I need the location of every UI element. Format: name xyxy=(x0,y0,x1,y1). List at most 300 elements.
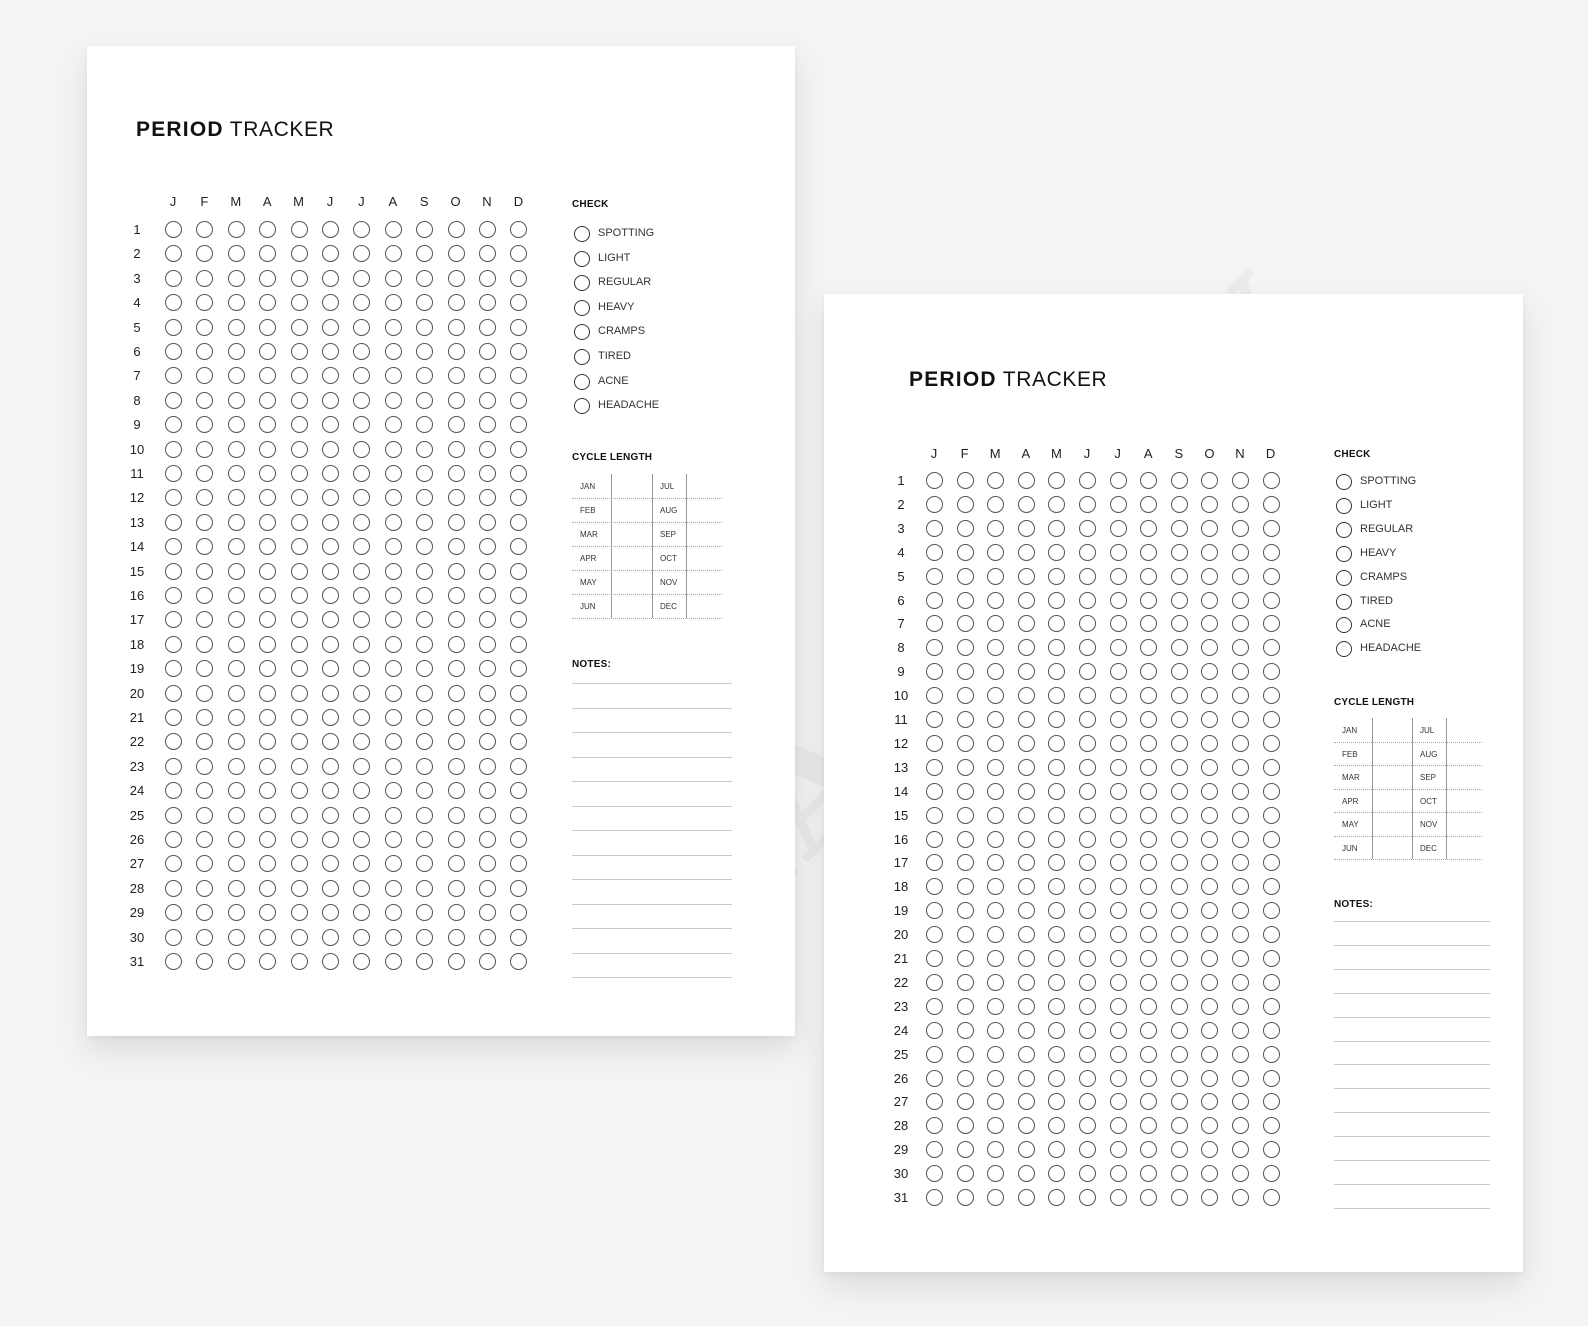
day-checkbox[interactable] xyxy=(448,538,465,555)
day-checkbox[interactable] xyxy=(196,441,213,458)
day-checkbox[interactable] xyxy=(1140,831,1157,848)
day-checkbox[interactable] xyxy=(957,1022,974,1039)
cycle-length-input[interactable] xyxy=(1447,789,1481,813)
day-checkbox[interactable] xyxy=(926,615,943,632)
day-checkbox[interactable] xyxy=(196,855,213,872)
symptom-checkbox[interactable] xyxy=(574,300,590,316)
day-checkbox[interactable] xyxy=(926,878,943,895)
day-checkbox[interactable] xyxy=(259,660,276,677)
day-checkbox[interactable] xyxy=(353,855,370,872)
day-checkbox[interactable] xyxy=(1171,1046,1188,1063)
notes-line[interactable] xyxy=(572,928,732,929)
day-checkbox[interactable] xyxy=(1018,711,1035,728)
day-checkbox[interactable] xyxy=(479,611,496,628)
day-checkbox[interactable] xyxy=(259,733,276,750)
day-checkbox[interactable] xyxy=(926,854,943,871)
day-checkbox[interactable] xyxy=(957,663,974,680)
day-checkbox[interactable] xyxy=(291,855,308,872)
day-checkbox[interactable] xyxy=(353,758,370,775)
day-checkbox[interactable] xyxy=(322,563,339,580)
day-checkbox[interactable] xyxy=(987,615,1004,632)
day-checkbox[interactable] xyxy=(987,735,1004,752)
day-checkbox[interactable] xyxy=(448,367,465,384)
day-checkbox[interactable] xyxy=(1140,1141,1157,1158)
day-checkbox[interactable] xyxy=(1263,950,1280,967)
day-checkbox[interactable] xyxy=(479,270,496,287)
day-checkbox[interactable] xyxy=(416,855,433,872)
day-checkbox[interactable] xyxy=(926,520,943,537)
day-checkbox[interactable] xyxy=(322,489,339,506)
day-checkbox[interactable] xyxy=(1232,1022,1249,1039)
day-checkbox[interactable] xyxy=(291,563,308,580)
day-checkbox[interactable] xyxy=(291,441,308,458)
day-checkbox[interactable] xyxy=(1110,926,1127,943)
day-checkbox[interactable] xyxy=(228,392,245,409)
day-checkbox[interactable] xyxy=(1171,878,1188,895)
day-checkbox[interactable] xyxy=(1048,878,1065,895)
day-checkbox[interactable] xyxy=(322,587,339,604)
day-checkbox[interactable] xyxy=(957,520,974,537)
day-checkbox[interactable] xyxy=(353,636,370,653)
day-checkbox[interactable] xyxy=(165,587,182,604)
cycle-length-input[interactable] xyxy=(687,570,721,594)
day-checkbox[interactable] xyxy=(1171,711,1188,728)
day-checkbox[interactable] xyxy=(196,709,213,726)
day-checkbox[interactable] xyxy=(353,538,370,555)
day-checkbox[interactable] xyxy=(1232,878,1249,895)
day-checkbox[interactable] xyxy=(1048,1070,1065,1087)
day-checkbox[interactable] xyxy=(322,367,339,384)
day-checkbox[interactable] xyxy=(291,758,308,775)
day-checkbox[interactable] xyxy=(1048,950,1065,967)
day-checkbox[interactable] xyxy=(353,270,370,287)
day-checkbox[interactable] xyxy=(1171,615,1188,632)
day-checkbox[interactable] xyxy=(385,929,402,946)
day-checkbox[interactable] xyxy=(1110,687,1127,704)
day-checkbox[interactable] xyxy=(1018,878,1035,895)
day-checkbox[interactable] xyxy=(510,538,527,555)
day-checkbox[interactable] xyxy=(987,950,1004,967)
day-checkbox[interactable] xyxy=(322,392,339,409)
cycle-length-input[interactable] xyxy=(612,522,651,546)
day-checkbox[interactable] xyxy=(987,544,1004,561)
day-checkbox[interactable] xyxy=(322,538,339,555)
day-checkbox[interactable] xyxy=(322,343,339,360)
day-checkbox[interactable] xyxy=(353,880,370,897)
day-checkbox[interactable] xyxy=(1079,1141,1096,1158)
day-checkbox[interactable] xyxy=(228,221,245,238)
cycle-length-input[interactable] xyxy=(687,498,721,522)
day-checkbox[interactable] xyxy=(291,831,308,848)
day-checkbox[interactable] xyxy=(228,880,245,897)
day-checkbox[interactable] xyxy=(1018,615,1035,632)
day-checkbox[interactable] xyxy=(353,660,370,677)
day-checkbox[interactable] xyxy=(228,782,245,799)
notes-line[interactable] xyxy=(572,879,732,880)
day-checkbox[interactable] xyxy=(259,441,276,458)
day-checkbox[interactable] xyxy=(1079,1070,1096,1087)
day-checkbox[interactable] xyxy=(165,880,182,897)
symptom-checkbox[interactable] xyxy=(574,349,590,365)
day-checkbox[interactable] xyxy=(987,783,1004,800)
day-checkbox[interactable] xyxy=(1201,926,1218,943)
day-checkbox[interactable] xyxy=(322,855,339,872)
day-checkbox[interactable] xyxy=(259,343,276,360)
day-checkbox[interactable] xyxy=(416,880,433,897)
day-checkbox[interactable] xyxy=(1048,1093,1065,1110)
day-checkbox[interactable] xyxy=(228,270,245,287)
notes-line[interactable] xyxy=(572,732,732,733)
cycle-length-input[interactable] xyxy=(612,474,651,498)
notes-line[interactable] xyxy=(572,830,732,831)
day-checkbox[interactable] xyxy=(1263,974,1280,991)
notes-line[interactable] xyxy=(1334,969,1490,970)
day-checkbox[interactable] xyxy=(1201,544,1218,561)
day-checkbox[interactable] xyxy=(1048,1189,1065,1206)
day-checkbox[interactable] xyxy=(926,592,943,609)
day-checkbox[interactable] xyxy=(1018,902,1035,919)
day-checkbox[interactable] xyxy=(1171,783,1188,800)
day-checkbox[interactable] xyxy=(228,660,245,677)
day-checkbox[interactable] xyxy=(1110,663,1127,680)
day-checkbox[interactable] xyxy=(196,343,213,360)
cycle-length-input[interactable] xyxy=(1373,765,1411,789)
day-checkbox[interactable] xyxy=(1140,998,1157,1015)
day-checkbox[interactable] xyxy=(1140,807,1157,824)
day-checkbox[interactable] xyxy=(165,904,182,921)
day-checkbox[interactable] xyxy=(228,538,245,555)
day-checkbox[interactable] xyxy=(448,319,465,336)
day-checkbox[interactable] xyxy=(353,831,370,848)
day-checkbox[interactable] xyxy=(1232,926,1249,943)
day-checkbox[interactable] xyxy=(1140,950,1157,967)
day-checkbox[interactable] xyxy=(1048,974,1065,991)
day-checkbox[interactable] xyxy=(1140,759,1157,776)
day-checkbox[interactable] xyxy=(987,1022,1004,1039)
day-checkbox[interactable] xyxy=(926,783,943,800)
day-checkbox[interactable] xyxy=(448,245,465,262)
day-checkbox[interactable] xyxy=(259,392,276,409)
day-checkbox[interactable] xyxy=(385,465,402,482)
day-checkbox[interactable] xyxy=(1018,998,1035,1015)
day-checkbox[interactable] xyxy=(510,660,527,677)
day-checkbox[interactable] xyxy=(1079,1046,1096,1063)
day-checkbox[interactable] xyxy=(1232,472,1249,489)
day-checkbox[interactable] xyxy=(385,221,402,238)
day-checkbox[interactable] xyxy=(1110,639,1127,656)
day-checkbox[interactable] xyxy=(1232,1093,1249,1110)
day-checkbox[interactable] xyxy=(1263,687,1280,704)
day-checkbox[interactable] xyxy=(1079,663,1096,680)
notes-line[interactable] xyxy=(572,757,732,758)
day-checkbox[interactable] xyxy=(1171,520,1188,537)
day-checkbox[interactable] xyxy=(385,660,402,677)
day-checkbox[interactable] xyxy=(322,416,339,433)
day-checkbox[interactable] xyxy=(1171,1022,1188,1039)
symptom-checkbox[interactable] xyxy=(574,251,590,267)
day-checkbox[interactable] xyxy=(1171,854,1188,871)
day-checkbox[interactable] xyxy=(510,611,527,628)
day-checkbox[interactable] xyxy=(1079,735,1096,752)
day-checkbox[interactable] xyxy=(987,831,1004,848)
day-checkbox[interactable] xyxy=(1110,520,1127,537)
day-checkbox[interactable] xyxy=(259,416,276,433)
day-checkbox[interactable] xyxy=(1263,1093,1280,1110)
day-checkbox[interactable] xyxy=(1079,783,1096,800)
day-checkbox[interactable] xyxy=(291,953,308,970)
day-checkbox[interactable] xyxy=(291,782,308,799)
day-checkbox[interactable] xyxy=(957,1070,974,1087)
day-checkbox[interactable] xyxy=(165,441,182,458)
day-checkbox[interactable] xyxy=(926,950,943,967)
day-checkbox[interactable] xyxy=(1018,1022,1035,1039)
day-checkbox[interactable] xyxy=(1232,974,1249,991)
day-checkbox[interactable] xyxy=(385,904,402,921)
day-checkbox[interactable] xyxy=(385,319,402,336)
day-checkbox[interactable] xyxy=(1201,950,1218,967)
day-checkbox[interactable] xyxy=(291,685,308,702)
day-checkbox[interactable] xyxy=(291,465,308,482)
day-checkbox[interactable] xyxy=(228,855,245,872)
day-checkbox[interactable] xyxy=(353,953,370,970)
day-checkbox[interactable] xyxy=(385,880,402,897)
cycle-length-input[interactable] xyxy=(687,522,721,546)
day-checkbox[interactable] xyxy=(479,587,496,604)
day-checkbox[interactable] xyxy=(322,709,339,726)
day-checkbox[interactable] xyxy=(259,221,276,238)
day-checkbox[interactable] xyxy=(228,563,245,580)
day-checkbox[interactable] xyxy=(259,611,276,628)
day-checkbox[interactable] xyxy=(228,904,245,921)
day-checkbox[interactable] xyxy=(291,904,308,921)
day-checkbox[interactable] xyxy=(448,831,465,848)
day-checkbox[interactable] xyxy=(448,392,465,409)
day-checkbox[interactable] xyxy=(957,950,974,967)
day-checkbox[interactable] xyxy=(1232,615,1249,632)
day-checkbox[interactable] xyxy=(448,880,465,897)
day-checkbox[interactable] xyxy=(1110,568,1127,585)
day-checkbox[interactable] xyxy=(1232,639,1249,656)
day-checkbox[interactable] xyxy=(926,1165,943,1182)
day-checkbox[interactable] xyxy=(353,245,370,262)
day-checkbox[interactable] xyxy=(448,465,465,482)
day-checkbox[interactable] xyxy=(1263,1189,1280,1206)
symptom-checkbox[interactable] xyxy=(1336,594,1352,610)
day-checkbox[interactable] xyxy=(987,520,1004,537)
day-checkbox[interactable] xyxy=(1079,472,1096,489)
cycle-length-input[interactable] xyxy=(1373,789,1411,813)
day-checkbox[interactable] xyxy=(165,563,182,580)
day-checkbox[interactable] xyxy=(259,880,276,897)
day-checkbox[interactable] xyxy=(1263,663,1280,680)
cycle-length-input[interactable] xyxy=(687,546,721,570)
cycle-length-input[interactable] xyxy=(1373,836,1411,860)
day-checkbox[interactable] xyxy=(957,615,974,632)
notes-line[interactable] xyxy=(1334,993,1490,994)
day-checkbox[interactable] xyxy=(987,974,1004,991)
day-checkbox[interactable] xyxy=(1232,1165,1249,1182)
day-checkbox[interactable] xyxy=(322,904,339,921)
day-checkbox[interactable] xyxy=(416,660,433,677)
day-checkbox[interactable] xyxy=(479,953,496,970)
day-checkbox[interactable] xyxy=(1079,807,1096,824)
day-checkbox[interactable] xyxy=(322,953,339,970)
day-checkbox[interactable] xyxy=(259,807,276,824)
day-checkbox[interactable] xyxy=(510,880,527,897)
day-checkbox[interactable] xyxy=(1140,1165,1157,1182)
day-checkbox[interactable] xyxy=(165,245,182,262)
day-checkbox[interactable] xyxy=(1110,1189,1127,1206)
day-checkbox[interactable] xyxy=(196,929,213,946)
day-checkbox[interactable] xyxy=(385,855,402,872)
day-checkbox[interactable] xyxy=(957,998,974,1015)
day-checkbox[interactable] xyxy=(957,1165,974,1182)
day-checkbox[interactable] xyxy=(1018,472,1035,489)
day-checkbox[interactable] xyxy=(987,807,1004,824)
day-checkbox[interactable] xyxy=(957,592,974,609)
day-checkbox[interactable] xyxy=(448,782,465,799)
day-checkbox[interactable] xyxy=(259,294,276,311)
day-checkbox[interactable] xyxy=(926,926,943,943)
notes-line[interactable] xyxy=(572,855,732,856)
day-checkbox[interactable] xyxy=(1263,807,1280,824)
day-checkbox[interactable] xyxy=(448,587,465,604)
day-checkbox[interactable] xyxy=(1110,496,1127,513)
day-checkbox[interactable] xyxy=(1110,854,1127,871)
day-checkbox[interactable] xyxy=(196,319,213,336)
day-checkbox[interactable] xyxy=(1201,1189,1218,1206)
day-checkbox[interactable] xyxy=(479,392,496,409)
day-checkbox[interactable] xyxy=(291,392,308,409)
day-checkbox[interactable] xyxy=(228,929,245,946)
day-checkbox[interactable] xyxy=(165,709,182,726)
day-checkbox[interactable] xyxy=(1263,902,1280,919)
day-checkbox[interactable] xyxy=(479,709,496,726)
day-checkbox[interactable] xyxy=(1263,544,1280,561)
day-checkbox[interactable] xyxy=(1048,1165,1065,1182)
day-checkbox[interactable] xyxy=(448,807,465,824)
day-checkbox[interactable] xyxy=(957,902,974,919)
day-checkbox[interactable] xyxy=(291,245,308,262)
day-checkbox[interactable] xyxy=(196,392,213,409)
day-checkbox[interactable] xyxy=(1140,1189,1157,1206)
day-checkbox[interactable] xyxy=(165,221,182,238)
day-checkbox[interactable] xyxy=(196,953,213,970)
day-checkbox[interactable] xyxy=(479,733,496,750)
day-checkbox[interactable] xyxy=(1048,544,1065,561)
day-checkbox[interactable] xyxy=(1201,831,1218,848)
day-checkbox[interactable] xyxy=(479,319,496,336)
day-checkbox[interactable] xyxy=(165,343,182,360)
day-checkbox[interactable] xyxy=(1140,544,1157,561)
day-checkbox[interactable] xyxy=(196,685,213,702)
day-checkbox[interactable] xyxy=(1140,1022,1157,1039)
day-checkbox[interactable] xyxy=(1048,520,1065,537)
day-checkbox[interactable] xyxy=(1232,807,1249,824)
day-checkbox[interactable] xyxy=(1232,950,1249,967)
day-checkbox[interactable] xyxy=(926,1093,943,1110)
day-checkbox[interactable] xyxy=(416,709,433,726)
day-checkbox[interactable] xyxy=(1201,663,1218,680)
day-checkbox[interactable] xyxy=(322,270,339,287)
day-checkbox[interactable] xyxy=(448,221,465,238)
day-checkbox[interactable] xyxy=(1232,687,1249,704)
day-checkbox[interactable] xyxy=(385,636,402,653)
day-checkbox[interactable] xyxy=(448,636,465,653)
notes-line[interactable] xyxy=(1334,1041,1490,1042)
day-checkbox[interactable] xyxy=(987,854,1004,871)
cycle-length-input[interactable] xyxy=(687,474,721,498)
day-checkbox[interactable] xyxy=(1079,759,1096,776)
day-checkbox[interactable] xyxy=(510,855,527,872)
day-checkbox[interactable] xyxy=(1201,807,1218,824)
day-checkbox[interactable] xyxy=(165,465,182,482)
day-checkbox[interactable] xyxy=(416,270,433,287)
day-checkbox[interactable] xyxy=(291,514,308,531)
day-checkbox[interactable] xyxy=(385,294,402,311)
symptom-checkbox[interactable] xyxy=(574,226,590,242)
day-checkbox[interactable] xyxy=(259,953,276,970)
day-checkbox[interactable] xyxy=(385,514,402,531)
day-checkbox[interactable] xyxy=(1201,878,1218,895)
day-checkbox[interactable] xyxy=(385,953,402,970)
day-checkbox[interactable] xyxy=(510,636,527,653)
day-checkbox[interactable] xyxy=(385,538,402,555)
day-checkbox[interactable] xyxy=(957,496,974,513)
day-checkbox[interactable] xyxy=(1048,472,1065,489)
day-checkbox[interactable] xyxy=(385,831,402,848)
day-checkbox[interactable] xyxy=(1171,902,1188,919)
cycle-length-input[interactable] xyxy=(612,570,651,594)
day-checkbox[interactable] xyxy=(291,221,308,238)
day-checkbox[interactable] xyxy=(196,636,213,653)
day-checkbox[interactable] xyxy=(510,245,527,262)
day-checkbox[interactable] xyxy=(385,685,402,702)
day-checkbox[interactable] xyxy=(510,563,527,580)
day-checkbox[interactable] xyxy=(926,1046,943,1063)
day-checkbox[interactable] xyxy=(1018,783,1035,800)
day-checkbox[interactable] xyxy=(228,489,245,506)
day-checkbox[interactable] xyxy=(448,294,465,311)
day-checkbox[interactable] xyxy=(165,782,182,799)
day-checkbox[interactable] xyxy=(987,663,1004,680)
day-checkbox[interactable] xyxy=(479,221,496,238)
day-checkbox[interactable] xyxy=(1263,735,1280,752)
day-checkbox[interactable] xyxy=(385,807,402,824)
day-checkbox[interactable] xyxy=(448,685,465,702)
day-checkbox[interactable] xyxy=(322,733,339,750)
day-checkbox[interactable] xyxy=(1048,783,1065,800)
day-checkbox[interactable] xyxy=(1079,544,1096,561)
day-checkbox[interactable] xyxy=(228,709,245,726)
day-checkbox[interactable] xyxy=(228,733,245,750)
day-checkbox[interactable] xyxy=(510,685,527,702)
day-checkbox[interactable] xyxy=(1079,520,1096,537)
day-checkbox[interactable] xyxy=(1232,783,1249,800)
day-checkbox[interactable] xyxy=(479,367,496,384)
day-checkbox[interactable] xyxy=(1201,496,1218,513)
day-checkbox[interactable] xyxy=(196,782,213,799)
day-checkbox[interactable] xyxy=(1201,592,1218,609)
day-checkbox[interactable] xyxy=(1048,1046,1065,1063)
day-checkbox[interactable] xyxy=(1171,759,1188,776)
day-checkbox[interactable] xyxy=(196,587,213,604)
symptom-checkbox[interactable] xyxy=(1336,570,1352,586)
day-checkbox[interactable] xyxy=(196,294,213,311)
day-checkbox[interactable] xyxy=(1263,639,1280,656)
notes-line[interactable] xyxy=(572,806,732,807)
day-checkbox[interactable] xyxy=(1018,663,1035,680)
